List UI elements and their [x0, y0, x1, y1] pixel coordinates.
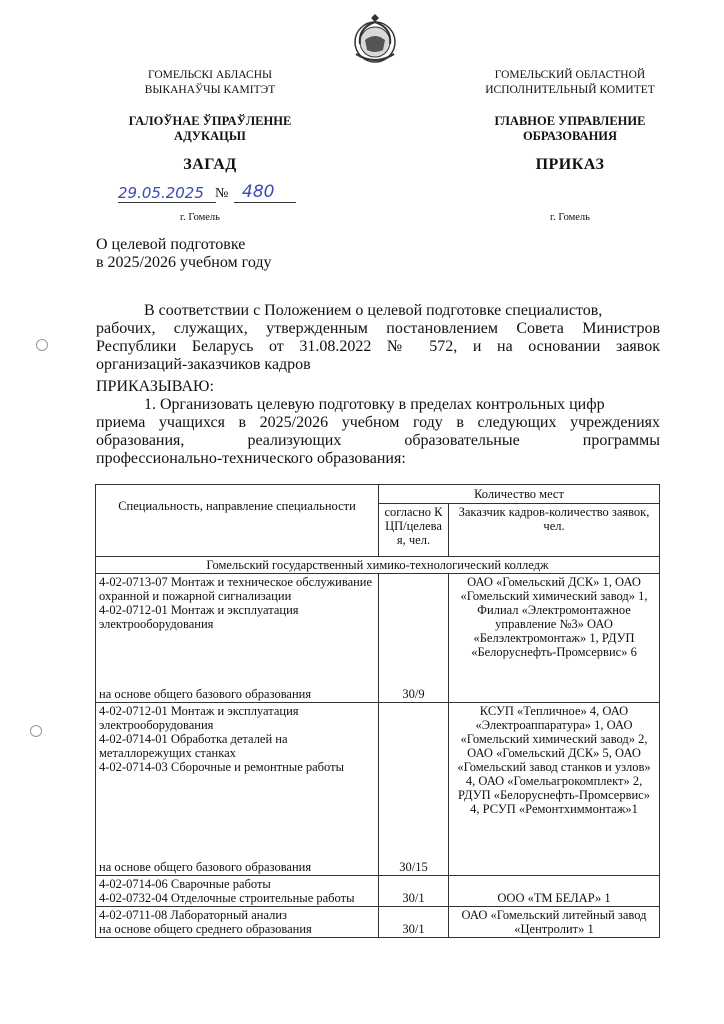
quota-cell: 30/9	[379, 574, 449, 703]
date-underline	[118, 202, 216, 203]
col-header-quota: согласно КЦП/целевая, чел.	[379, 504, 449, 557]
punch-hole-bottom	[30, 725, 42, 737]
right-org-name: ГОМЕЛЬСКИЙ ОБЛАСТНОЙ ИСПОЛНИТЕЛЬНЫЙ КОМИТЕТ	[485, 69, 655, 96]
col-header-specialty: Специальность, направление специальности	[96, 485, 379, 557]
specialty-cell: 4-02-0714-06 Сварочные работы 4-02-0732-04 Отделочные строительные работы	[96, 876, 379, 907]
right-dept-name: ГЛАВНОЕ УПРАВЛЕНИЕ ОБРАЗОВАНИЯ	[494, 114, 646, 143]
col-header-places: Количество мест	[379, 485, 660, 504]
customers-cell: ОАО «Гомельский ДСК» 1, ОАО «Гомельский химический завод» 1, Филиал «Электромонтажное управление №3» ОАО «Белэлектромонтаж» 1, РДУП «Белоруснефть-Промсервис» 6	[449, 574, 660, 703]
order-word: ПРИКАЗЫВАЮ:	[96, 378, 214, 395]
quota-cell: 30/1	[379, 907, 449, 938]
number-underline	[234, 202, 296, 203]
city-left: г. Гомель	[180, 212, 220, 223]
table-row	[96, 907, 660, 938]
preamble-paragraph: В соответствии с Положением о целевой подготовке специалистов, рабочих, служащих, утвержденным постановлением Совета Министров Республики Беларусь от 31.08.2022 № 572, и на основании заявок организаций-заказчиков кадров	[96, 302, 660, 373]
left-doc-type: ЗАГАД	[183, 156, 237, 173]
table-row	[96, 876, 660, 907]
city-right: г. Гомель	[550, 212, 590, 223]
state-emblem-icon	[348, 14, 402, 66]
number-sign: №	[215, 186, 229, 201]
table-row	[96, 574, 660, 703]
specialty-cell: 4-02-0713-07 Монтаж и техническое обслуживание охранной и пожарной сигнализации 4-02-0712-01 Монтаж и эксплуатация электрооборудования на основе общего базового образования	[96, 574, 379, 703]
handwritten-number: 480	[242, 182, 275, 202]
table-row	[96, 703, 660, 876]
handwritten-date: 29.05.2025	[118, 184, 204, 202]
specialty-cell: 4-02-0712-01 Монтаж и эксплуатация электрооборудования 4-02-0714-01 Обработка деталей на металлорежущих станках 4-02-0714-03 Сборочные и ремонтные работы на основе общего базового образования	[96, 703, 379, 876]
section-title: Гомельский государственный химико-технологический колледж	[96, 557, 660, 574]
quota-cell: 30/15	[379, 703, 449, 876]
item-1-paragraph: 1. Организовать целевую подготовку в пределах контрольных цифр приема учащихся в 2025/2026 учебном году в следующих учреждениях образования, реализующих образовательные программы профессионально-технического образования:	[96, 396, 660, 467]
punch-hole-top	[36, 339, 48, 351]
right-doc-type: ПРИКАЗ	[535, 156, 605, 173]
customers-cell: ОАО «Гомельский литейный завод «Центролит» 1	[449, 907, 660, 938]
specialty-cell: 4-02-0711-08 Лабораторный анализ на основе общего среднего образования	[96, 907, 379, 938]
subject: О целевой подготовке в 2025/2026 учебном году	[96, 236, 272, 271]
col-header-customers: Заказчик кадров-количество заявок, чел.	[449, 504, 660, 557]
left-dept-name: ГАЛОЎНАЕ ЎПРАЎЛЕННЕ АДУКАЦЫІ	[128, 114, 292, 143]
left-org-name: ГОМЕЛЬСКІ АБЛАСНЫ ВЫКАНАЎЧЫ КАМІТЭТ	[144, 69, 276, 96]
customers-cell: КСУП «Тепличное» 4, ОАО «Электроаппаратура» 1, ОАО «Гомельский химический завод» 2, ОАО «Гомельский ДСК» 5, ОАО «Гомельский завод станков и узлов» 4, ОАО «Гомельагрокомплект» 2, РДУП «Белоруснефть-Промсервис» 4, РСУП «Ремонтхиммонтаж»1	[449, 703, 660, 876]
customers-cell: ООО «ТМ БЕЛАР» 1	[449, 876, 660, 907]
date-number-line	[118, 184, 298, 208]
targeted-training-table	[95, 484, 660, 938]
quota-cell: 30/1	[379, 876, 449, 907]
